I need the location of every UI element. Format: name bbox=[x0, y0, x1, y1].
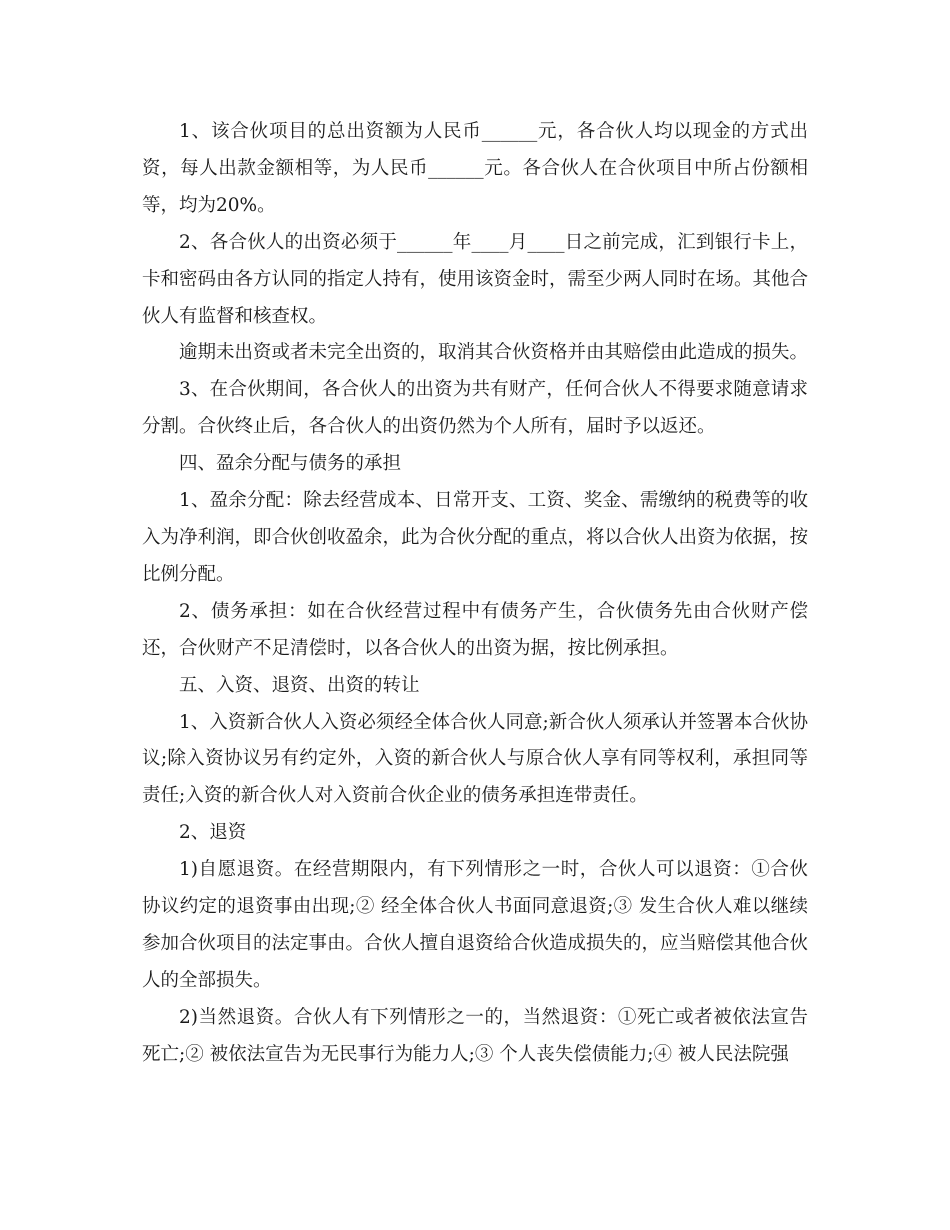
paragraph-overdue: 逾期未出资或者未完全出资的，取消其合伙资格并由其赔偿由此造成的损失。 bbox=[179, 342, 809, 364]
document-body bbox=[142, 114, 808, 1074]
paragraph-automatic-withdrawal: 2)当然退资。合伙人有下列情形之一的，当然退资：①死亡或者被依法宣告死亡;② 被依法宣告为无民事行为能力人;③ 个人丧失偿债能力;④ 被人民法院强 bbox=[142, 1006, 808, 1065]
paragraph-debt-bearing: 2、债务承担：如在合伙经营过程中有债务产生，合伙债务先由合伙财产偿还，合伙财产不足清偿时，以各合伙人的出资为据，按比例承担。 bbox=[142, 600, 808, 659]
paragraph-capital-total: 1、该合伙项目的总出资额为人民币______元，各合伙人均以现金的方式出资，每人出款金额相等，为人民币______元。各合伙人在合伙项目中所占份额相等，均为20%。 bbox=[142, 121, 808, 216]
section-heading-entry-exit: 五、入资、退资、出资的转让 bbox=[179, 674, 420, 696]
subheading-withdrawal: 2、退资 bbox=[179, 822, 247, 844]
paragraph-profit-distribution: 1、盈余分配：除去经营成本、日常开支、工资、奖金、需缴纳的税费等的收入为净利润，即合伙创收盈余，此为合伙分配的重点，将以合伙人出资为依据，按比例分配。 bbox=[142, 490, 809, 585]
paragraph-capital-deadline: 2、各合伙人的出资必须于______年____月____日之前完成，汇到银行卡上，卡和密码由各方认同的指定人持有，使用该资金时，需至少两人同时在场。其他合伙人有监督和核查权。 bbox=[142, 231, 809, 327]
section-heading-profit-debt: 四、盈余分配与债务的承担 bbox=[179, 453, 402, 475]
paragraph-entry: 1、入资新合伙人入资必须经全体合伙人同意;新合伙人须承认并签署本合伙协议;除入资协议另有约定外，入资的新合伙人与原合伙人享有同等权利，承担同等责任;入资的新合伙人对入资前合伙企业的债务承担连带责任。 bbox=[142, 711, 808, 807]
paragraph-common-property: 3、在合伙期间，各合伙人的出资为共有财产，任何合伙人不得要求随意请求分割。合伙终止后，各合伙人的出资仍然为个人所有，届时予以返还。 bbox=[142, 379, 808, 438]
paragraph-voluntary-withdrawal: 1)自愿退资。在经营期限内，有下列情形之一时，合伙人可以退资：①合伙协议约定的退资事由出现;② 经全体合伙人书面同意退资;③ 发生合伙人难以继续参加合伙项目的法定事由。合伙人擅自退资给合伙造成损失的，应当赔偿其他合伙人的全部损失。 bbox=[142, 859, 809, 991]
